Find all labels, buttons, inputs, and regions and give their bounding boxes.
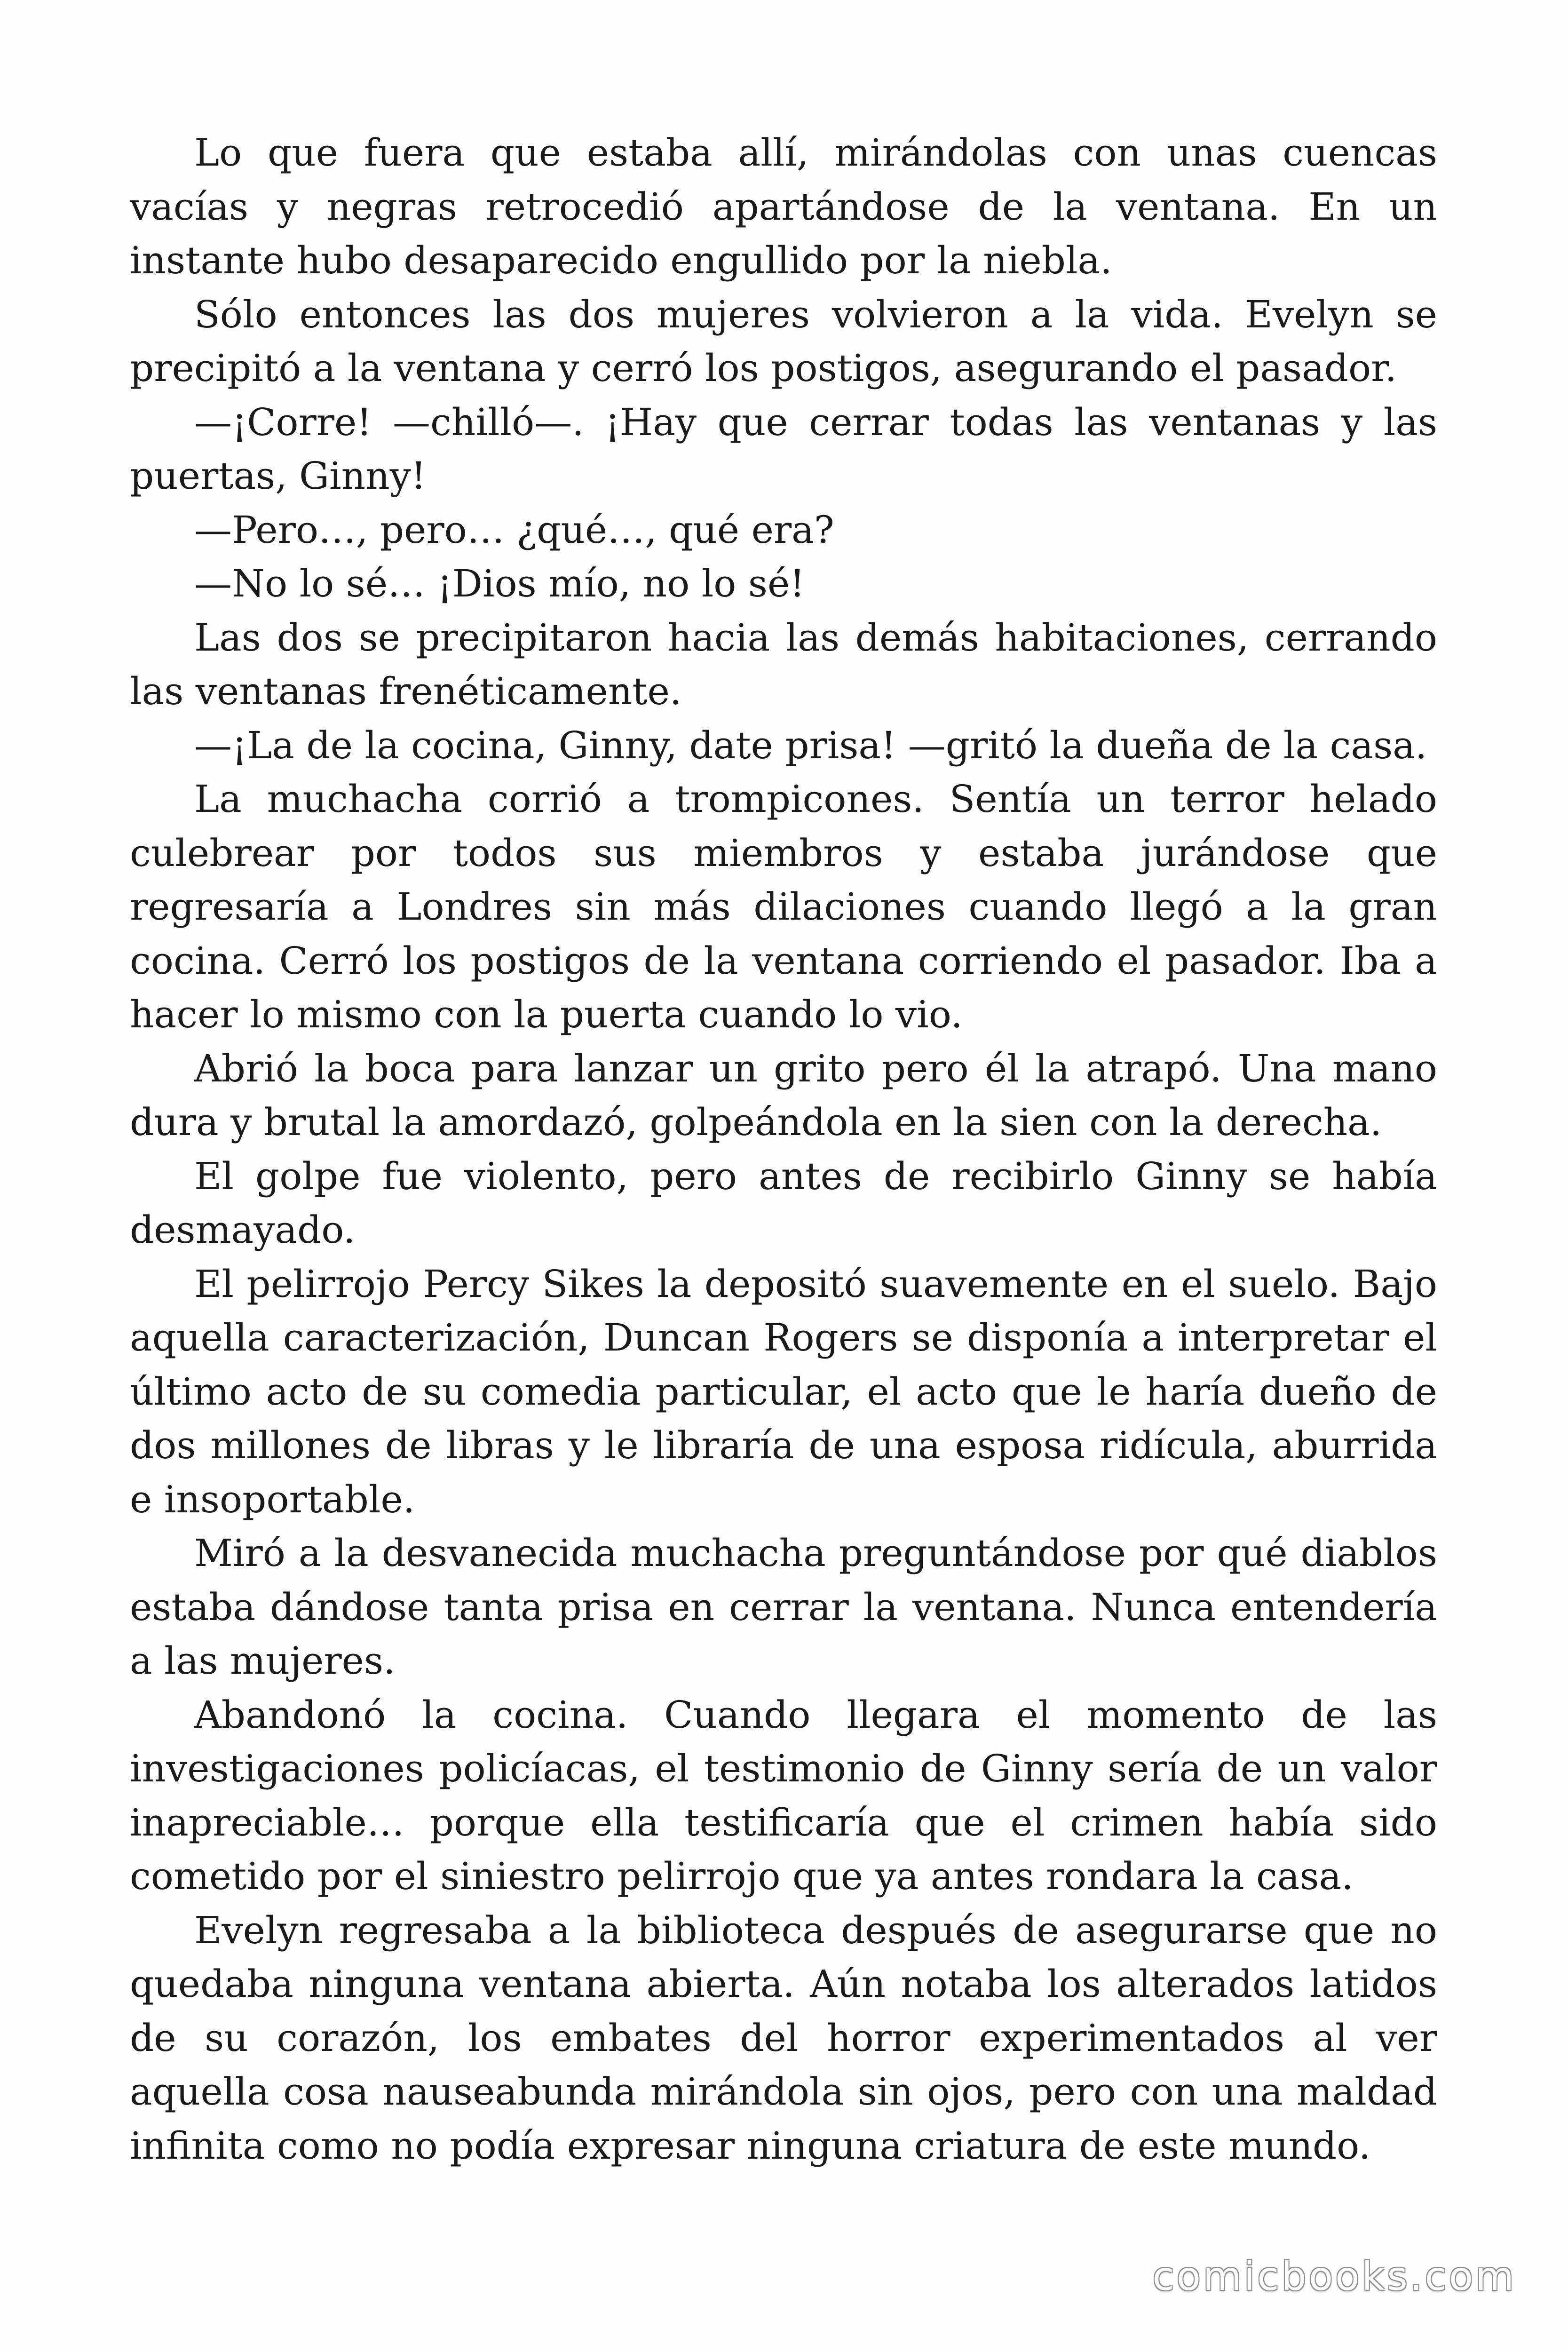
paragraph-4: —Pero…, pero… ¿qué…, qué era? <box>194 508 834 552</box>
paragraph-11: El pelirrojo Percy Sikes la depositó suavemente en el suelo. Bajo aquella caracterización, Duncan Rogers se disponía a interpretar el último acto de su comedia particular, el acto que le haría dueño de dos millones de libras y le libraría de una esposa ridícula, aburrida e insoportable. <box>130 1262 1437 1521</box>
paragraph-2: Sólo entonces las dos mujeres volvieron a la vida. Evelyn se precipitó a la ventana y cerró los postigos, asegurando el pasador. <box>130 292 1437 390</box>
paragraph-12: Miró a la desvanecida muchacha preguntándose por qué diablos estaba dándose tanta prisa en cerrar la ventana. Nunca entendería a las mujeres. <box>130 1531 1437 1683</box>
body-text <box>130 126 1437 2173</box>
paragraph-10: El golpe fue violento, pero antes de recibirlo Ginny se había desmayado. <box>130 1154 1437 1252</box>
paragraph-14: Evelyn regresaba a la biblioteca después de asegurarse que no quedaba ninguna ventana abierta. Aún notaba los alterados latidos de su corazón, los embates del horror experimentados al ver aquella cosa nauseabunda mirándola sin ojos, pero con una maldad infinita como no podía expresar ninguna criatura de este mundo. <box>130 1908 1437 2168</box>
paragraph-7: —¡La de la cocina, Ginny, date prisa! —gritó la dueña de la casa. <box>194 723 1427 767</box>
paragraph-8: La muchacha corrió a trompicones. Sentía un terror helado culebrear por todos sus miembros y estaba jurándose que regresaría a Londres sin más dilaciones cuando llegó a la gran cocina. Cerró los postigos de la ventana corriendo el pasador. Iba a hacer lo mismo con la puerta cuando lo vio. <box>130 777 1437 1036</box>
watermark: comicbooks.com <box>1152 2253 1516 2299</box>
paragraph-1: Lo que fuera que estaba allí, mirándolas con unas cuencas vacías y negras retrocedió apartándose de la ventana. En un instante hubo desaparecido engullido por la niebla. <box>130 131 1437 282</box>
paragraph-6: Las dos se precipitaron hacia las demás habitaciones, cerrando las ventanas frenéticamente. <box>130 615 1437 713</box>
paragraph-5: —No lo sé… ¡Dios mío, no lo sé! <box>194 562 805 605</box>
paragraph-9: Abrió la boca para lanzar un grito pero él la atrapó. Una mano dura y brutal la amordazó, golpeándola en la sien con la derecha. <box>130 1046 1437 1144</box>
paragraph-13: Abandonó la cocina. Cuando llegara el momento de las investigaciones policíacas, el testimonio de Ginny sería de un valor inapreciable… porque ella testificaría que el crimen había sido cometido por el siniestro pelirrojo que ya antes rondara la casa. <box>130 1692 1437 1898</box>
paragraph-3: —¡Corre! —chilló—. ¡Hay que cerrar todas las ventanas y las puertas, Ginny! <box>130 400 1437 498</box>
